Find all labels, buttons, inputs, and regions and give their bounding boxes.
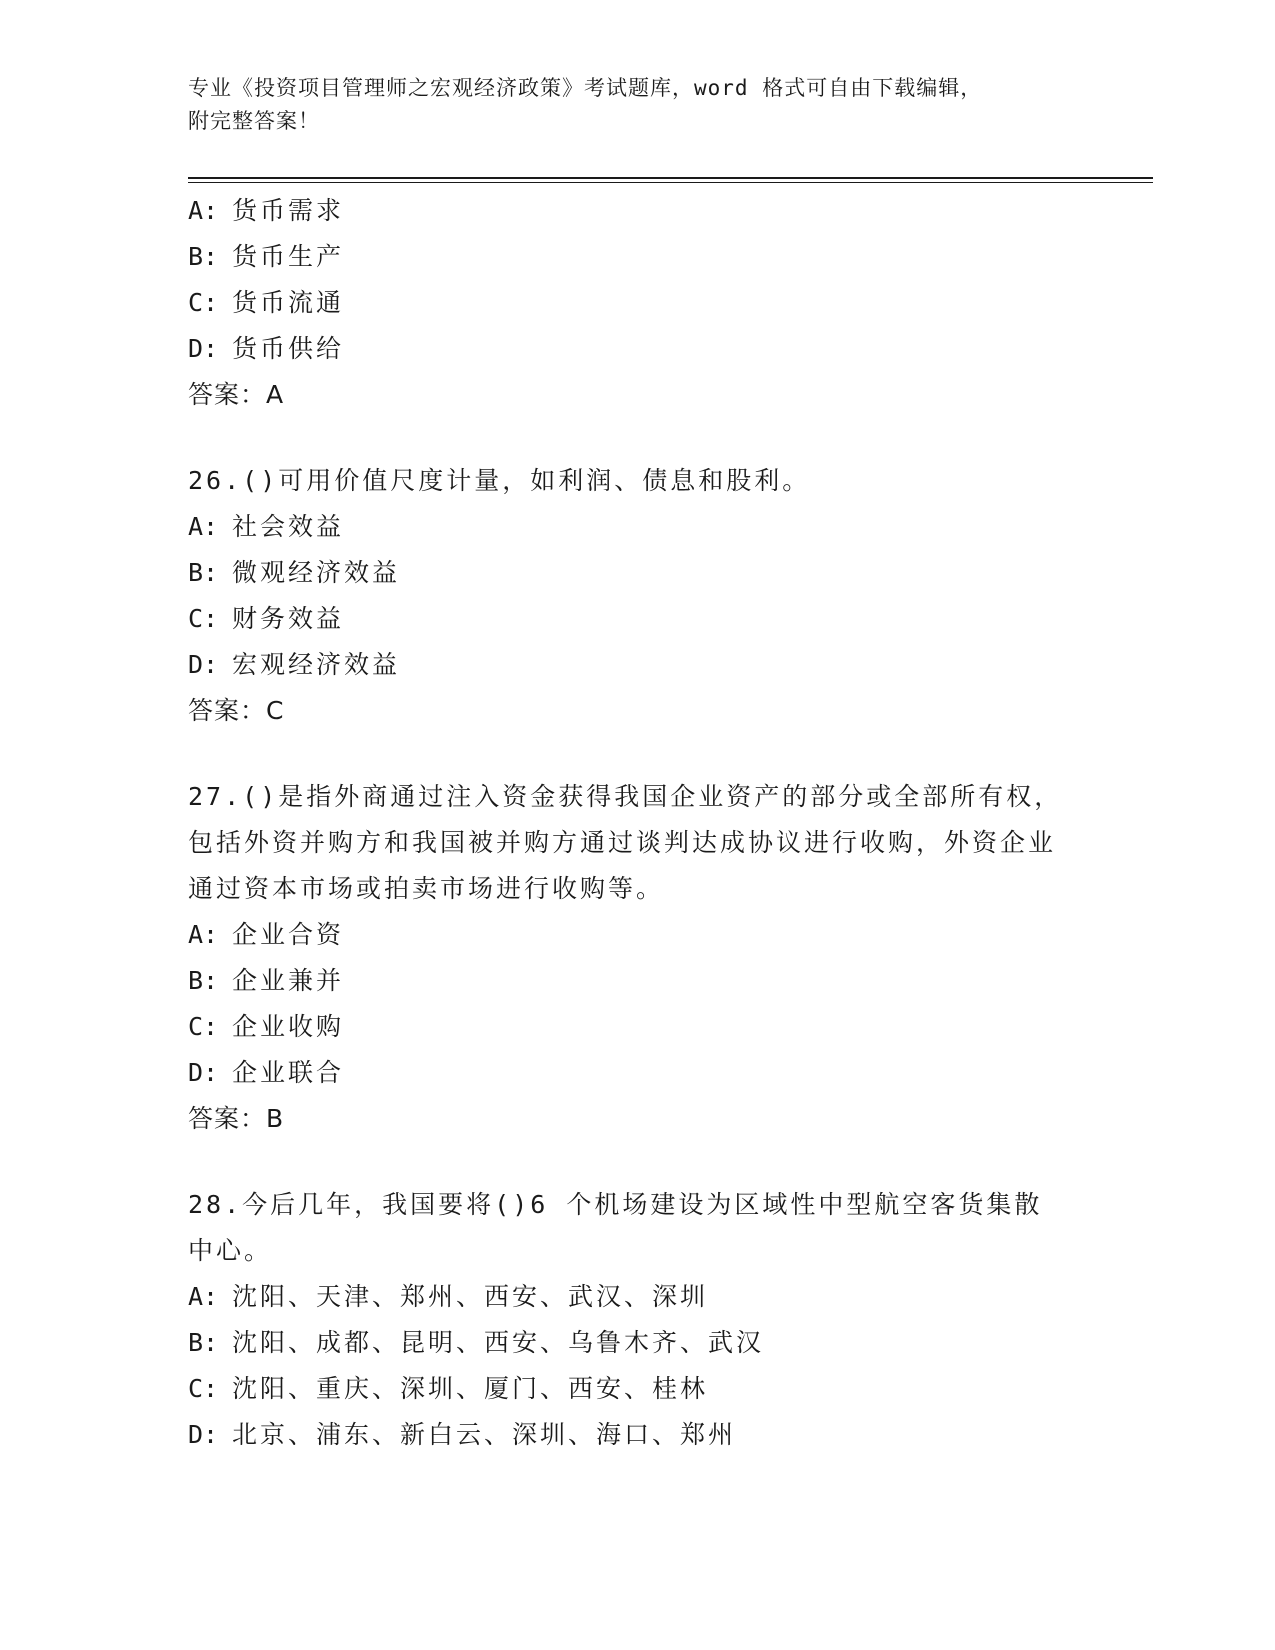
option-b: B: 货币生产: [188, 242, 345, 271]
page-header: [188, 72, 1068, 138]
option-a: A: 货币需求: [188, 196, 345, 225]
option-d: D: 宏观经济效益: [188, 650, 401, 679]
header-line-1: 专业《投资项目管理师之宏观经济政策》考试题库，word 格式可自由下载编辑，: [188, 76, 983, 100]
option-c: C: 货币流通: [188, 288, 345, 317]
question-26: [188, 458, 1088, 734]
option-a: A: 沈阳、天津、郑州、西安、武汉、深圳: [188, 1282, 709, 1311]
question-27: [188, 774, 1088, 1142]
question-stem: 28.今后几年，我国要将()6 个机场建设为区域性中型航空客货集散中心。: [188, 1190, 1043, 1265]
option-d: D: 北京、浦东、新白云、深圳、海口、郑州: [188, 1420, 737, 1449]
option-b: B: 企业兼并: [188, 966, 345, 995]
option-c: C: 企业收购: [188, 1012, 345, 1041]
option-d: D: 企业联合: [188, 1058, 345, 1087]
question-list: [188, 188, 1088, 1458]
answer: 答案：A: [188, 380, 285, 409]
answer: 答案：B: [188, 1104, 285, 1133]
answer: 答案：C: [188, 696, 285, 725]
question-28: [188, 1182, 1088, 1458]
question-25: [188, 188, 1088, 418]
header-rule-thin: [188, 182, 1153, 183]
question-stem: 27.()是指外商通过注入资金获得我国企业资产的部分或全部所有权，包括外资并购方和我国被并购方通过谈判达成协议进行收购，外资企业通过资本市场或拍卖市场进行收购等。: [188, 782, 1063, 903]
header-line-2: 附完整答案！: [188, 109, 320, 133]
option-c: C: 财务效益: [188, 604, 345, 633]
option-a: A: 社会效益: [188, 512, 345, 541]
option-b: B: 微观经济效益: [188, 558, 401, 587]
option-a: A: 企业合资: [188, 920, 345, 949]
option-c: C: 沈阳、重庆、深圳、厦门、西安、桂林: [188, 1374, 709, 1403]
question-stem: 26.()可用价值尺度计量，如利润、债息和股利。: [188, 466, 811, 495]
option-d: D: 货币供给: [188, 334, 345, 363]
header-rule-thick: [188, 177, 1153, 179]
option-b: B: 沈阳、成都、昆明、西安、乌鲁木齐、武汉: [188, 1328, 765, 1357]
